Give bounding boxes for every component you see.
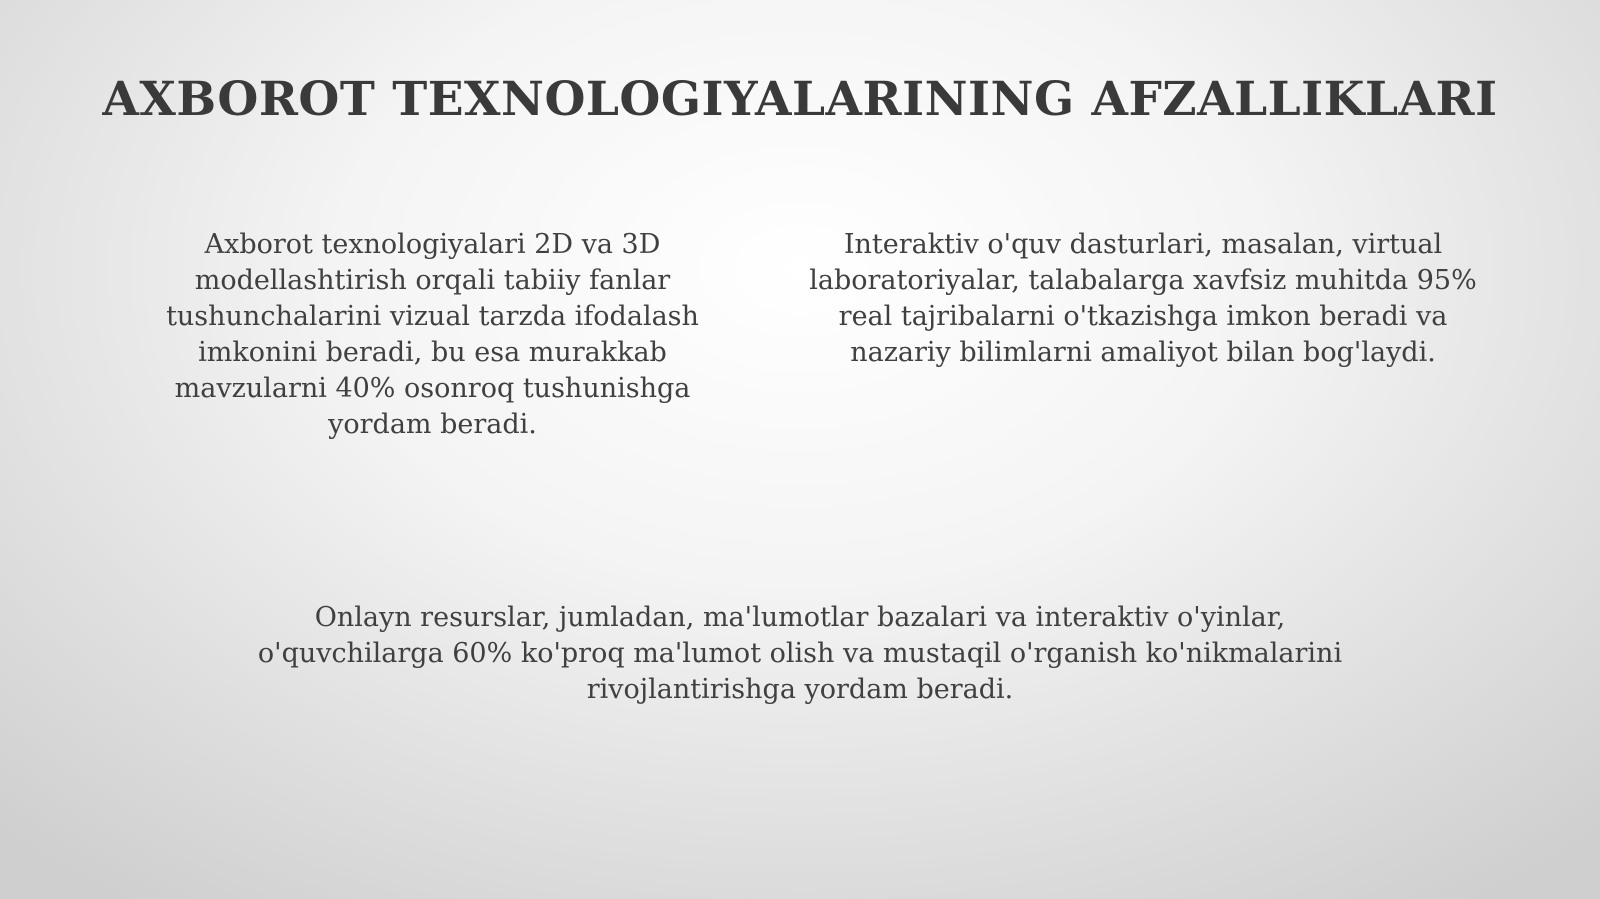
paragraph-virtual-laboratories: Interaktiv o'quv dasturlari, masalan, virtual laboratoriyalar, talabalarga xavfsiz muhitda 95% real tajribalarni o'tkazishga imkon beradi va nazariy bilimlarni amaliyot bilan bog'laydi. (809, 229, 1477, 368)
paragraph-online-resources: Onlayn resurslar, jumladan, ma'lumotlar bazalari va interaktiv o'yinlar, o'quvchilarga 60% ko'proq ma'lumot olish va mustaqil o'rganish ko'nikmalarini rivojlantirishga yordam beradi. (257, 602, 1343, 705)
paragraph-2d-3d-modeling: Axborot texnologiyalari 2D va 3D modellashtirish orqali tabiiy fanlar tushunchalarini vizual tarzda ifodalash imkonini beradi, bu esa murakkab mavzularni 40% osonroq tushunishga yordam beradi. (166, 229, 699, 440)
slide-title: AXBOROT TEXNOLOGIYALARINING AFZALLIKLARI (102, 72, 1498, 127)
